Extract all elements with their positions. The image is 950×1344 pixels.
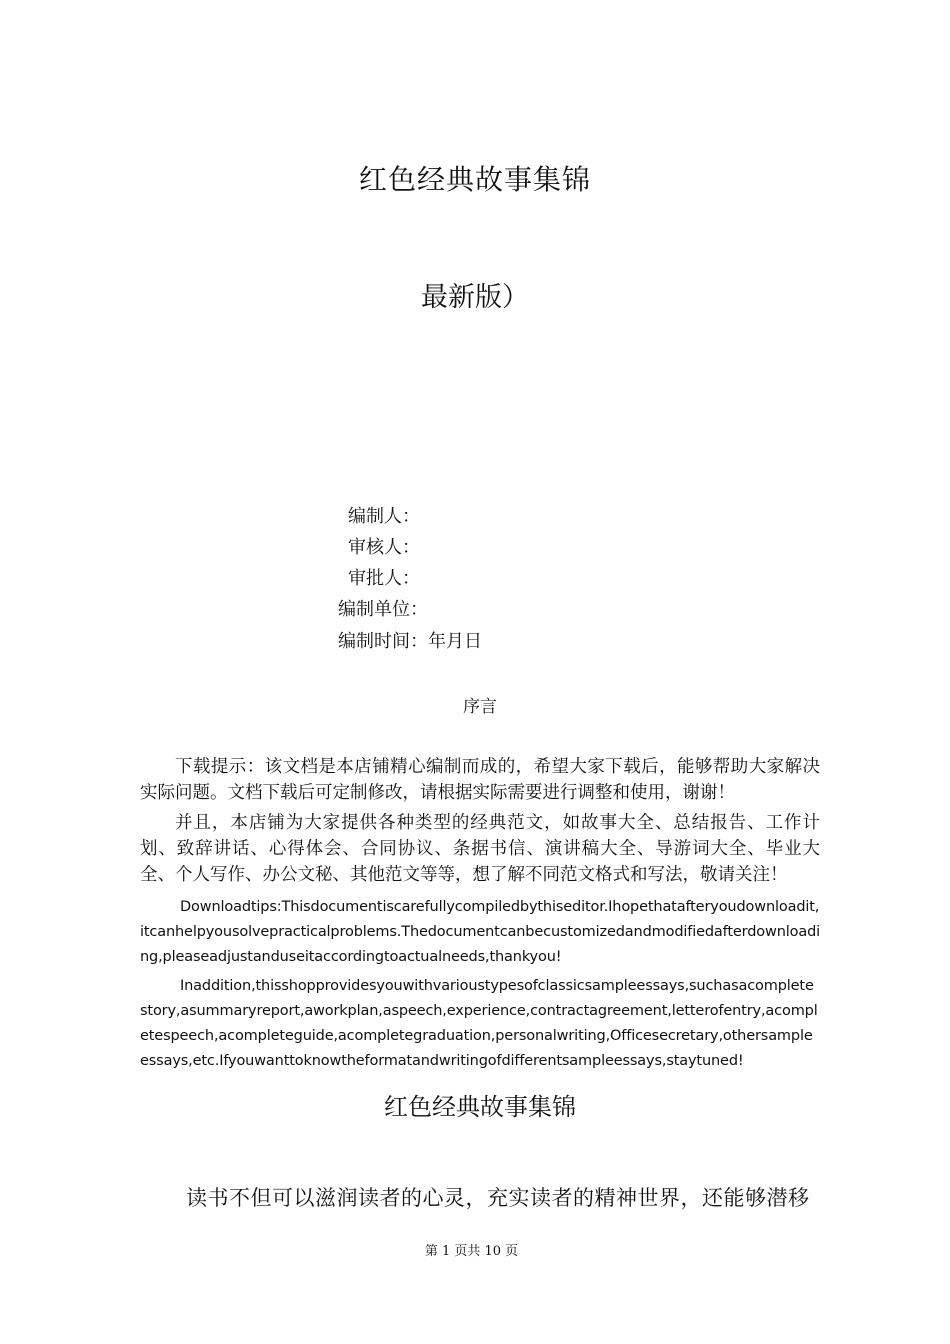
meta-time: 编制时间：年月日 — [338, 631, 482, 652]
preface-paragraph-services: 并且，本店铺为大家提供各种类型的经典范文，如故事大全、总结报告、工作计划、致辞讲话、心得体会、合同协议、条据书信、演讲稿大全、导游词大全、毕业大全、个人写作、办公文秘、其他范文等等，想了解不同范文格式和写法，敬请关注！ — [140, 813, 820, 885]
preface-paragraph-download-tip-en: Downloadtips:Thisdocumentiscarefullycompiledbythiseditor.Ihopethatafteryoudownloadit,itcanhelpyousolvepracticalproblems.Thedocumentcanbecustomizedandmodifiedafterdownloading,pleaseadjustanduseitaccordingtoactualneeds,thankyou! — [140, 899, 821, 965]
preface-paragraph-download-tip: 下载提示：该文档是本店铺精心编制而成的，希望大家下载后，能够帮助大家解决实际问题。文档下载后可定制修改，请根据实际需要进行调整和使用，谢谢！ — [140, 757, 820, 803]
preface-paragraph-services-en: Inaddition,thisshopprovidesyouwithvarioustypesofclassicsampleessays,suchasacompletestory,asummaryreport,aworkplan,aspeech,experience,contractagreement,letterofentry,acompletespeech,acompleteguide,acompletegraduation,personalwriting,Officesecretary,othersampleessays,etc.Ifyouwanttoknowtheformatandwritingofdifferentsampleessays,staytuned! — [140, 978, 818, 1069]
meta-reviewer: 审核人： — [348, 537, 420, 558]
document-title: 红色经典故事集锦 — [358, 163, 591, 196]
meta-editor: 编制人： — [348, 506, 420, 527]
body-text-line: 读书不但可以滋润读者的心灵，充实读者的精神世界，还能够潜移 — [186, 1186, 810, 1210]
meta-approver: 审批人： — [348, 568, 420, 589]
section-title: 红色经典故事集锦 — [384, 1093, 576, 1121]
meta-unit: 编制单位： — [338, 599, 428, 620]
document-subtitle: 最新版） — [421, 282, 529, 313]
preface-title: 序言 — [463, 697, 497, 717]
page-footer: 第 1 页共 10 页 — [424, 1244, 519, 1259]
